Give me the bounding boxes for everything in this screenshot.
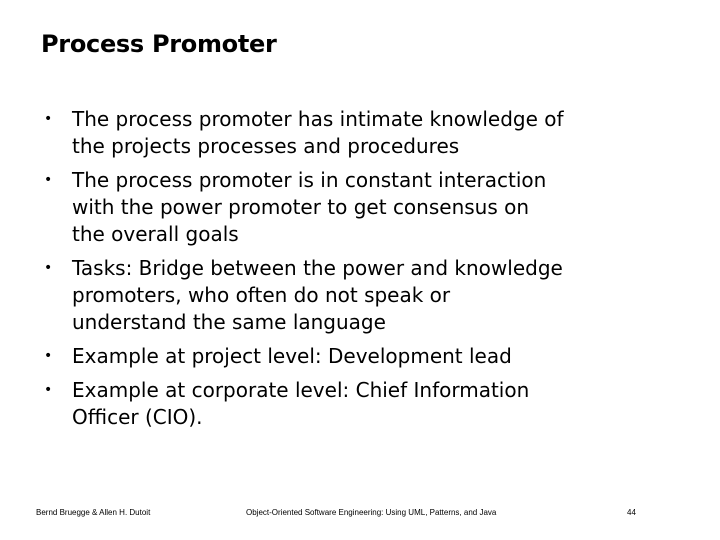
bullet-text-line: Officer (CIO).: [72, 405, 203, 429]
bullet-text-line: understand the same language: [72, 310, 386, 334]
bullet-list: [44, 106, 694, 438]
bullet-item: [44, 377, 694, 431]
bullet-item: [44, 167, 694, 248]
bullet-text-line: the projects processes and procedures: [72, 134, 460, 158]
bullet-marker: •: [44, 172, 53, 188]
footer-authors: Bernd Bruegge & Allen H. Dutoit: [36, 508, 151, 517]
bullet-text-line: promoters, who often do not speak or: [72, 283, 451, 307]
bullet-marker: •: [44, 348, 53, 364]
bullet-text-line: Tasks: Bridge between the power and knowledge: [72, 256, 563, 280]
bullet-item: [44, 106, 694, 160]
bullet-text-line: The process promoter has intimate knowledge of: [72, 107, 564, 131]
bullet-text-line: with the power promoter to get consensus on: [72, 195, 530, 219]
bullet-text-line: Example at corporate level: Chief Information: [72, 378, 530, 402]
slide-title: Process Promoter: [41, 30, 277, 58]
bullet-marker: •: [44, 260, 53, 276]
bullet-text-line: Example at project level: Development lead: [72, 344, 512, 368]
bullet-marker: •: [44, 111, 53, 127]
footer-page-number: 44: [627, 508, 636, 517]
bullet-marker: •: [44, 382, 53, 398]
bullet-text-line: the overall goals: [72, 222, 239, 246]
bullet-item: [44, 255, 694, 336]
footer-book-title: Object-Oriented Software Engineering: Using UML, Patterns, and Java: [246, 508, 497, 517]
bullet-text-line: The process promoter is in constant interaction: [72, 168, 547, 192]
bullet-item: [44, 343, 694, 370]
